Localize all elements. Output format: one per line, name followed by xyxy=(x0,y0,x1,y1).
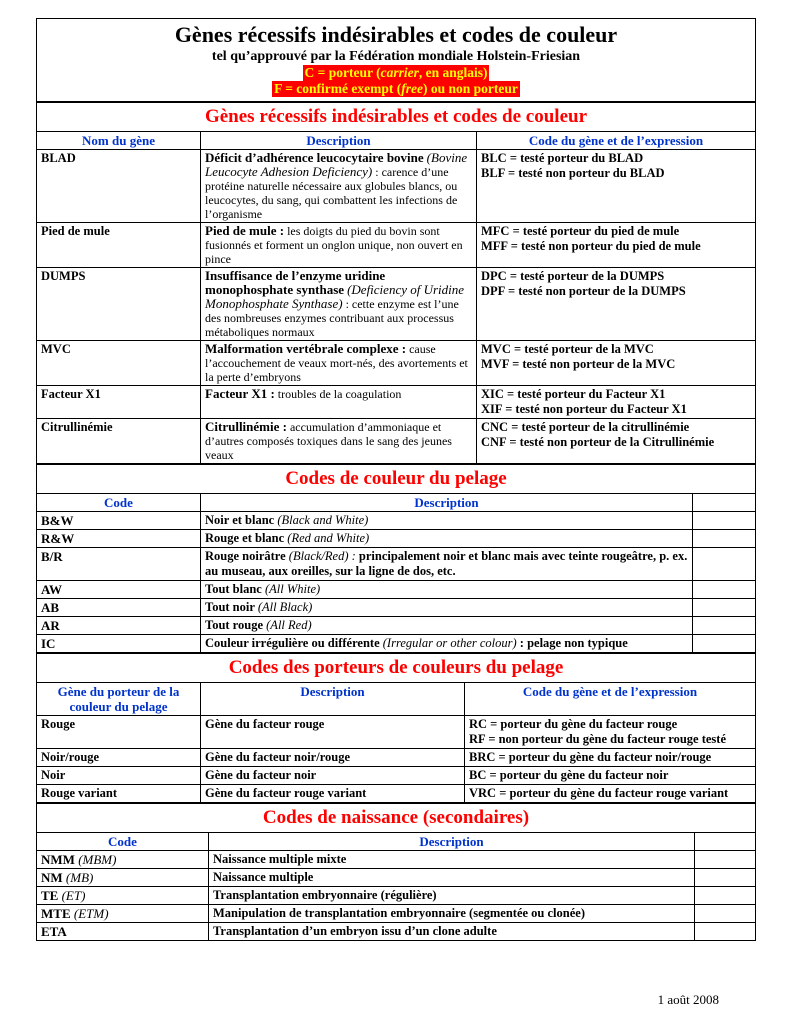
coat-description xyxy=(201,617,693,635)
gene-desc-text: cause l’accouchement de veaux mort-nés, des avortements et la perte d’embryons xyxy=(205,342,468,384)
carrier-row xyxy=(37,785,756,803)
carrier-description: Gène du facteur rouge xyxy=(201,716,465,749)
coat-description xyxy=(201,512,693,530)
birth-code-fr: TE xyxy=(41,888,59,903)
gene-desc-title: Malformation vertébrale complexe : xyxy=(205,341,407,356)
coat-description xyxy=(201,599,693,617)
gene-description xyxy=(201,419,477,464)
gene-desc-english: (Bovine Leucocyte Adhesion Deficiency) xyxy=(205,150,468,179)
birth-description: Transplantation embryonnaire (régulière) xyxy=(209,887,695,905)
coat-code: B/R xyxy=(37,548,201,581)
gene-row xyxy=(37,341,756,386)
gene-code: CNC = testé porteur de la citrullinémie xyxy=(481,420,690,434)
birth-row xyxy=(37,851,756,869)
coat-desc-name: Couleur irrégulière ou différente xyxy=(205,636,380,650)
gene-codes xyxy=(477,419,756,464)
birth-code-fr: ETA xyxy=(41,924,67,939)
gene-desc-title: Déficit d’adhérence leucocytaire bovine xyxy=(205,150,424,165)
coat-desc-name: Tout blanc xyxy=(205,582,262,596)
coat-col-code: Code xyxy=(37,494,201,512)
gene-desc-title: Pied de mule : xyxy=(205,223,285,238)
birth-empty xyxy=(695,923,756,941)
coat-desc-name: Noir et blanc xyxy=(205,513,275,527)
header-cell xyxy=(37,19,756,102)
page-subtitle: tel qu’approuvé par la Fédération mondiale Holstein-Friesian xyxy=(211,49,581,64)
coat-desc-text: : pelage non typique xyxy=(519,636,628,650)
birth-col-desc: Description xyxy=(209,833,695,851)
gene-name: BLAD xyxy=(37,150,201,223)
gene-code: DPF = testé non porteur de la DUMPS xyxy=(481,284,686,298)
legend-carrier: C = porteur (carrier, en anglais) xyxy=(304,65,488,80)
gene-code: DPC = testé porteur de la DUMPS xyxy=(481,269,665,283)
coat-code: AR xyxy=(37,617,201,635)
carriers-table xyxy=(36,653,756,803)
gene-row xyxy=(37,386,756,419)
coat-empty xyxy=(693,530,756,548)
footer-date: 1 août 2008 xyxy=(657,992,719,1007)
birth-code-fr: NM xyxy=(41,870,63,885)
carrier-code: VRC = porteur du gène du facteur rouge variant xyxy=(469,786,729,800)
genes-section-title: Gènes récessifs indésirables et codes de couleur xyxy=(37,103,756,132)
birth-empty xyxy=(695,869,756,887)
coat-desc-name: Tout noir xyxy=(205,600,255,614)
gene-code: MFC = testé porteur du pied de mule xyxy=(481,224,680,238)
birth-code-fr: MTE xyxy=(41,906,71,921)
gene-desc-title: Facteur X1 : xyxy=(205,386,275,401)
coat-row xyxy=(37,617,756,635)
header-table xyxy=(36,18,756,102)
legend-free: F = confirmé exempt (free) ou non porteur xyxy=(274,81,518,96)
gene-codes xyxy=(477,341,756,386)
birth-col-code: Code xyxy=(37,833,209,851)
coat-empty xyxy=(693,599,756,617)
carrier-row xyxy=(37,716,756,749)
gene-description xyxy=(201,341,477,386)
gene-desc-title: Citrullinémie : xyxy=(205,419,287,434)
gene-codes xyxy=(477,268,756,341)
coat-section-title: Codes de couleur du pelage xyxy=(37,465,756,494)
carrier-code: RC = porteur du gène du facteur rouge xyxy=(469,717,678,731)
gene-desc-text: troubles de la coagulation xyxy=(277,387,402,401)
gene-desc-text: les doigts du pied du bovin sont fusionnés et forment un onglon unique, non ouvert en pince xyxy=(205,224,463,266)
carrier-code: RF = non porteur du gène du facteur rouge testé xyxy=(469,732,726,746)
birth-code xyxy=(37,905,209,923)
birth-empty xyxy=(695,887,756,905)
carrier-description: Gène du facteur noir xyxy=(201,767,465,785)
birth-description: Naissance multiple xyxy=(209,869,695,887)
coat-desc-english: (All Black) xyxy=(257,600,313,614)
gene-name: Facteur X1 xyxy=(37,386,201,419)
birth-section-title: Codes de naissance (secondaires) xyxy=(37,804,756,833)
genes-col-code: Code du gène et de l’expression xyxy=(477,132,756,150)
birth-code-fr: NMM xyxy=(41,852,75,867)
gene-desc-text: : cette enzyme est l’une des nombreuses enzymes contribuant aux processus métaboliques normaux xyxy=(205,297,459,339)
gene-desc-text: : carence d’une protéine naturelle nécessaire aux globules blancs, ou leucocytes, du sang, qui combattent les infections de l’organisme xyxy=(205,165,458,221)
genes-col-desc: Description xyxy=(201,132,477,150)
gene-name: DUMPS xyxy=(37,268,201,341)
gene-description xyxy=(201,268,477,341)
gene-row xyxy=(37,268,756,341)
carriers-col-name: Gène du porteur de la couleur du pelage xyxy=(37,683,201,716)
gene-code: MFF = testé non porteur du pied de mule xyxy=(481,239,701,253)
carrier-row xyxy=(37,767,756,785)
genes-col-name: Nom du gène xyxy=(37,132,201,150)
coat-table xyxy=(36,464,756,653)
coat-desc-english: (Irregular or other colour) xyxy=(382,636,517,650)
birth-empty xyxy=(695,905,756,923)
document-page xyxy=(36,18,756,941)
gene-codes xyxy=(477,386,756,419)
gene-row xyxy=(37,419,756,464)
carrier-name: Rouge variant xyxy=(37,785,201,803)
birth-code-en: (MBM) xyxy=(78,852,117,867)
coat-description xyxy=(201,581,693,599)
birth-code-en: (ETM) xyxy=(73,906,109,921)
birth-row xyxy=(37,923,756,941)
birth-code-en: (ET) xyxy=(61,888,86,903)
gene-description xyxy=(201,223,477,268)
carrier-codes xyxy=(465,749,756,767)
carrier-row xyxy=(37,749,756,767)
gene-code: BLF = testé non porteur du BLAD xyxy=(481,166,665,180)
coat-row xyxy=(37,635,756,653)
coat-code: B&W xyxy=(37,512,201,530)
birth-description: Manipulation de transplantation embryonnaire (segmentée ou clonée) xyxy=(209,905,695,923)
coat-empty xyxy=(693,548,756,581)
genes-table xyxy=(36,102,756,464)
birth-row xyxy=(37,869,756,887)
coat-code: R&W xyxy=(37,530,201,548)
birth-code xyxy=(37,887,209,905)
carrier-name: Noir/rouge xyxy=(37,749,201,767)
birth-table xyxy=(36,803,756,941)
carrier-description: Gène du facteur noir/rouge xyxy=(201,749,465,767)
gene-code: XIC = testé porteur du Facteur X1 xyxy=(481,387,666,401)
gene-description xyxy=(201,150,477,223)
gene-description xyxy=(201,386,477,419)
carrier-name: Noir xyxy=(37,767,201,785)
gene-codes xyxy=(477,223,756,268)
coat-col-desc: Description xyxy=(201,494,693,512)
carriers-col-desc: Description xyxy=(201,683,465,716)
gene-code: XIF = testé non porteur du Facteur X1 xyxy=(481,402,687,416)
gene-code: MVC = testé porteur de la MVC xyxy=(481,342,654,356)
coat-desc-english: (Black/Red) : xyxy=(288,549,356,563)
coat-desc-english: (All Red) xyxy=(266,618,312,632)
coat-empty xyxy=(693,512,756,530)
birth-code xyxy=(37,851,209,869)
gene-code: BLC = testé porteur du BLAD xyxy=(481,151,644,165)
gene-desc-english: (Deficiency of Uridine Monophosphate Synthase) xyxy=(205,282,465,311)
coat-col-empty xyxy=(693,494,756,512)
coat-description xyxy=(201,548,693,581)
gene-name: MVC xyxy=(37,341,201,386)
birth-code xyxy=(37,869,209,887)
coat-desc-english: (All White) xyxy=(264,582,321,596)
gene-code: MVF = testé non porteur de la MVC xyxy=(481,357,676,371)
coat-desc-english: (Black and White) xyxy=(277,513,369,527)
carrier-code: BRC = porteur du gène du facteur noir/rouge xyxy=(469,750,712,764)
coat-description xyxy=(201,530,693,548)
carriers-col-code: Code du gène et de l’expression xyxy=(465,683,756,716)
birth-code-en: (MB) xyxy=(65,870,94,885)
coat-desc-name: Tout rouge xyxy=(205,618,264,632)
carrier-codes xyxy=(465,767,756,785)
coat-desc-name: Rouge noirâtre xyxy=(205,549,286,563)
coat-desc-english: (Red and White) xyxy=(287,531,370,545)
birth-row xyxy=(37,905,756,923)
gene-row xyxy=(37,150,756,223)
coat-code: IC xyxy=(37,635,201,653)
birth-code xyxy=(37,923,209,941)
coat-desc-name: Rouge et blanc xyxy=(205,531,285,545)
carrier-description: Gène du facteur rouge variant xyxy=(201,785,465,803)
coat-empty xyxy=(693,635,756,653)
gene-name: Citrullinémie xyxy=(37,419,201,464)
carrier-code: BC = porteur du gène du facteur noir xyxy=(469,768,669,782)
coat-code: AB xyxy=(37,599,201,617)
carrier-name: Rouge xyxy=(37,716,201,749)
page-title: Gènes récessifs indésirables et codes de couleur xyxy=(174,22,618,47)
gene-code: CNF = testé non porteur de la Citrullinémie xyxy=(481,435,715,449)
carriers-section-title: Codes des porteurs de couleurs du pelage xyxy=(37,654,756,683)
birth-col-empty xyxy=(695,833,756,851)
birth-description: Naissance multiple mixte xyxy=(209,851,695,869)
birth-empty xyxy=(695,851,756,869)
coat-row xyxy=(37,512,756,530)
coat-row xyxy=(37,581,756,599)
gene-row xyxy=(37,223,756,268)
coat-code: AW xyxy=(37,581,201,599)
coat-row xyxy=(37,548,756,581)
coat-row xyxy=(37,530,756,548)
coat-row xyxy=(37,599,756,617)
coat-empty xyxy=(693,617,756,635)
coat-empty xyxy=(693,581,756,599)
gene-desc-text: accumulation d’ammoniaque et d’autres composés toxiques dans le sang des jeunes veaux xyxy=(205,420,452,462)
gene-name: Pied de mule xyxy=(37,223,201,268)
gene-desc-title: Insuffisance de l’enzyme uridine monophosphate synthase xyxy=(205,268,386,297)
carrier-codes xyxy=(465,785,756,803)
coat-description xyxy=(201,635,693,653)
birth-description: Transplantation d’un embryon issu d’un clone adulte xyxy=(209,923,695,941)
birth-row xyxy=(37,887,756,905)
gene-codes xyxy=(477,150,756,223)
coat-desc-text: principalement noir et blanc mais avec teinte rougeâtre, p. ex. au museau, aux oreilles, sur la ligne de dos, etc. xyxy=(205,549,688,578)
carrier-codes xyxy=(465,716,756,749)
